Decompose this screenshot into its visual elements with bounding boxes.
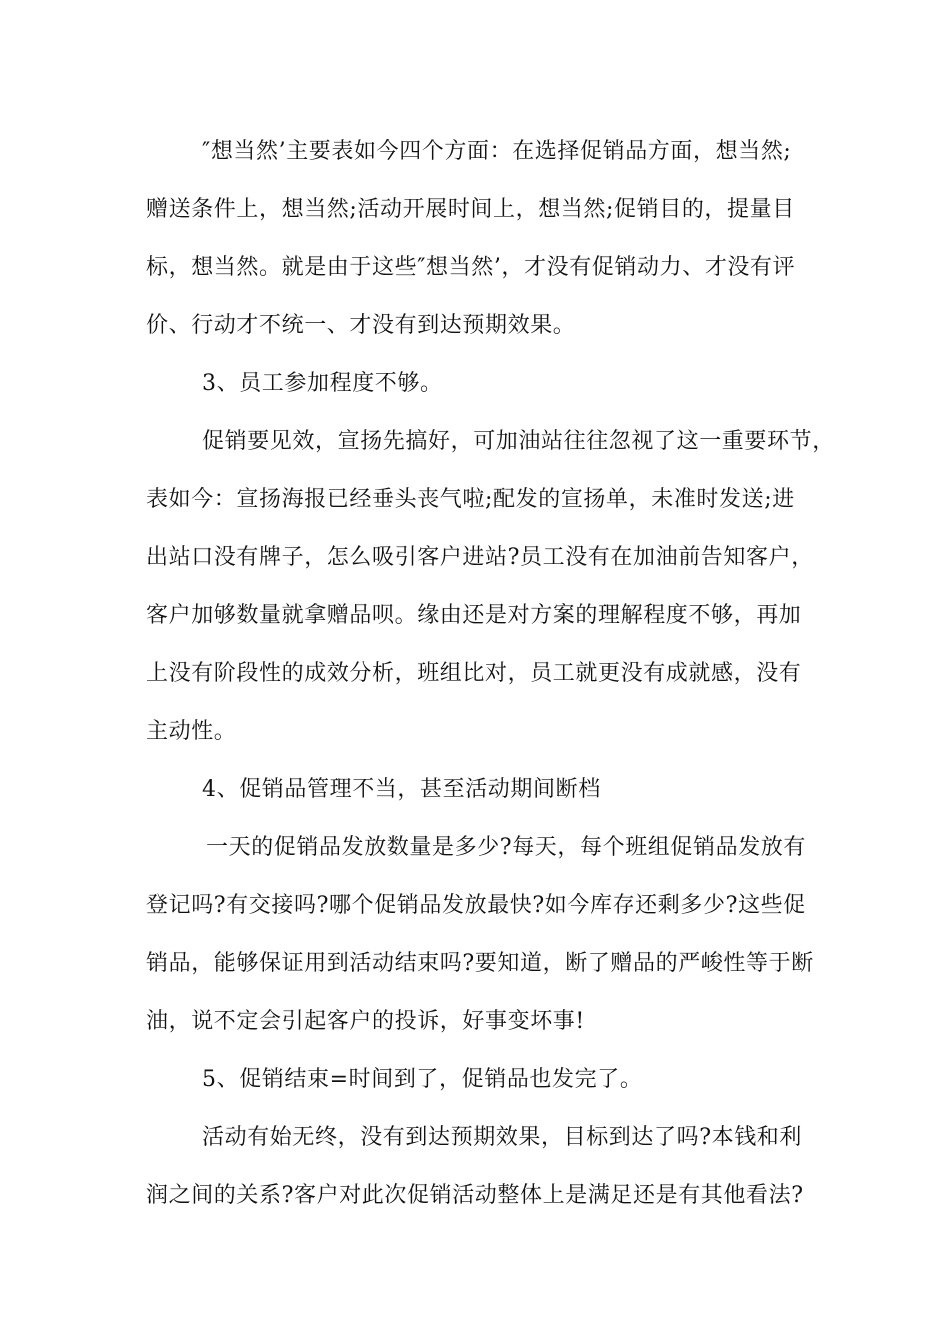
paragraph-line: 上没有阶段性的成效分析，班组比对，员工就更没有成就感，没有 bbox=[146, 661, 802, 686]
paragraph-line: 客户加够数量就拿赠品呗。缘由还是对方案的理解程度不够，再加 bbox=[146, 603, 802, 628]
paragraph-line: 标，想当然。就是由于这些″想当然’，才没有促销动力、才没有评 bbox=[146, 255, 796, 280]
paragraph-line: 主动性。 bbox=[146, 719, 237, 744]
paragraph-line: 表如今：宣扬海报已经垂头丧气啦;配发的宣扬单，未准时发送;进 bbox=[146, 487, 795, 512]
section-heading: 4、促销品管理不当，甚至活动期间断档 bbox=[202, 777, 601, 802]
paragraph-line: 油，说不定会引起客户的投诉，好事变坏事! bbox=[146, 1009, 585, 1034]
paragraph-line: 促销要见效，宣扬先搞好，可加油站往往忽视了这一重要环节， bbox=[202, 429, 835, 454]
paragraph-line: ″想当然’主要表如今四个方面：在选择促销品方面，想当然; bbox=[202, 139, 792, 164]
paragraph-line: 赠送条件上，想当然;活动开展时间上，想当然;促销目的，提量目 bbox=[146, 197, 795, 222]
section-heading: 5、促销结束=时间到了，促销品也发完了。 bbox=[202, 1067, 643, 1092]
paragraph-line: 润之间的关系?客户对此次促销活动整体上是满足还是有其他看法? bbox=[146, 1183, 804, 1208]
paragraph-line: 出站口没有牌子，怎么吸引客户进站?员工没有在加油前告知客户， bbox=[146, 545, 814, 570]
paragraph-line: 价、行动才不统一、才没有到达预期效果。 bbox=[146, 313, 576, 338]
paragraph-line: 销品，能够保证用到活动结束吗?要知道，断了赠品的严峻性等于断 bbox=[146, 951, 814, 976]
paragraph-line: 登记吗?有交接吗?哪个促销品发放最快?如今库存还剩多少?这些促 bbox=[146, 893, 806, 918]
paragraph-line: 一天的促销品发放数量是多少?每天，每个班组促销品发放有 bbox=[206, 835, 806, 860]
section-heading: 3、员工参加程度不够。 bbox=[202, 371, 443, 396]
paragraph-line: 活动有始无终，没有到达预期效果，目标到达了吗?本钱和利 bbox=[202, 1125, 802, 1150]
